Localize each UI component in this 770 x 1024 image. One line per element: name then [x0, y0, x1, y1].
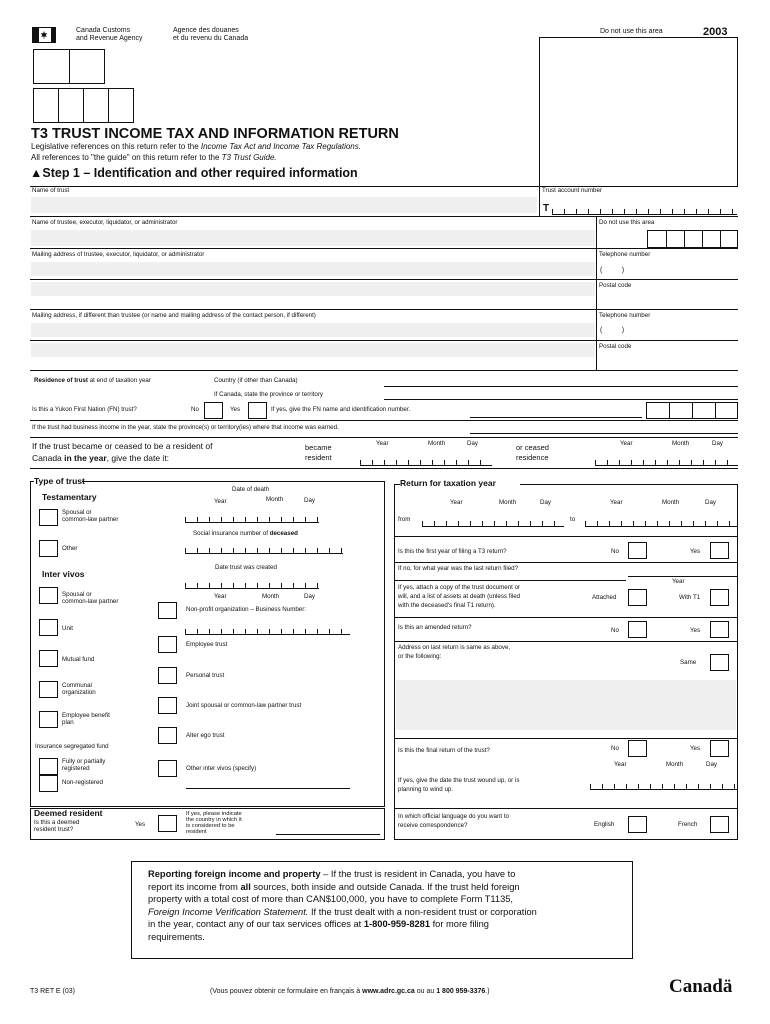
- with-t1-checkbox[interactable]: [710, 589, 729, 606]
- date-of-death-label: Date of death: [232, 486, 270, 493]
- became-resident-date[interactable]: [360, 457, 492, 466]
- iv-spousal-label-2: common-law partner: [62, 598, 119, 605]
- deemed-yes-label: Yes: [135, 821, 146, 828]
- do-not-use-boxes: [647, 230, 738, 248]
- french-checkbox[interactable]: [710, 816, 729, 833]
- residence-label: Residence of trust at end of taxation year: [34, 377, 151, 384]
- do-not-use-area-label: Do not use this area: [599, 219, 655, 226]
- agency-en-2: and Revenue Agency: [76, 35, 143, 42]
- code-box-4[interactable]: [33, 88, 134, 123]
- language-2: receive correspondence?: [398, 822, 468, 829]
- wound-1: If yes, give the date the trust wound up, or is: [398, 777, 520, 784]
- dod-day-hdr: Day: [304, 497, 316, 504]
- final-yes-label: Yes: [690, 745, 701, 752]
- amended-yes-checkbox[interactable]: [710, 621, 729, 638]
- deemed-ind-3: is considered to be: [186, 823, 235, 829]
- mailing-address-2-line2[interactable]: [31, 343, 595, 357]
- trust-account-label: Trust account number: [542, 187, 602, 194]
- first-year-yes-checkbox[interactable]: [710, 542, 729, 559]
- final-no-checkbox[interactable]: [628, 740, 647, 757]
- yukon-yes-label: Yes: [230, 406, 241, 413]
- address-1: Address on last return is same as above,: [398, 644, 511, 651]
- iv-spousal-label-1: Spousal or: [62, 591, 92, 598]
- english-label: English: [594, 821, 615, 828]
- date-created-label: Date trust was created: [215, 564, 277, 571]
- employee-trust-label: Employee trust: [186, 641, 228, 648]
- mailing-address-label: Mailing address of trustee, executor, liquidator, or administrator: [32, 251, 205, 258]
- canada-flag-logo: [32, 27, 56, 43]
- yukon-no-label: No: [191, 406, 199, 413]
- notice-line-1: Reporting foreign income and property – If the trust is resident in Canada, you have to: [148, 869, 516, 879]
- attached-label: Attached: [592, 594, 617, 601]
- communal-checkbox[interactable]: [39, 681, 58, 698]
- joint-spousal-checkbox[interactable]: [158, 697, 177, 714]
- wind-up-date-field[interactable]: [590, 781, 737, 790]
- form-id: T3 RET E (03): [30, 988, 75, 995]
- return-year-heading: Return for taxation year: [400, 478, 496, 488]
- date-created-field[interactable]: [185, 580, 319, 589]
- personal-trust-checkbox[interactable]: [158, 667, 177, 684]
- alter-ego-checkbox[interactable]: [158, 727, 177, 744]
- telephone-label: Telephone number: [599, 251, 651, 258]
- first-year-question: Is this the first year of filing a T3 return?: [398, 548, 507, 555]
- emp-benefit-label-1: Employee benefit: [62, 712, 110, 719]
- guide-ref: All references to "the guide" on this return refer to the T3 Trust Guide.: [31, 153, 277, 162]
- deemed-heading: Deemed resident: [34, 808, 103, 818]
- trustee-name-field[interactable]: [31, 230, 595, 246]
- communal-label-1: Communal: [62, 682, 92, 689]
- legislative-ref: Legislative references on this return refer to the Income Tax Act and Income Tax Regulations.: [31, 142, 361, 151]
- country-label: Country (if other than Canada): [214, 377, 298, 384]
- first-year-yes-label: Yes: [690, 548, 701, 555]
- first-year-no-label: No: [611, 548, 619, 555]
- non-registered-label: Non-registered: [62, 779, 103, 786]
- to-day-hdr: Day: [705, 499, 717, 506]
- attached-checkbox[interactable]: [628, 589, 647, 606]
- step1-heading: ▲Step 1 – Identification and other required information: [30, 166, 358, 180]
- amended-no-label: No: [611, 627, 619, 634]
- fn-id-boxes[interactable]: [646, 402, 738, 419]
- testamentary-spousal-label-2: common-law partner: [62, 516, 119, 523]
- telephone-2-label: Telephone number: [599, 312, 651, 319]
- business-income-label: If the trust had business income in the year, state the province(s) or territory(ies) where that income was earned.: [32, 424, 339, 431]
- foreign-income-notice: [131, 861, 633, 959]
- inter-vivos-heading: Inter vivos: [42, 569, 85, 579]
- deemed-ind-2: the country in which it: [186, 817, 242, 823]
- ceased-year-hdr: Year: [620, 440, 633, 447]
- amended-no-checkbox[interactable]: [628, 621, 647, 638]
- from-day-hdr: Day: [540, 499, 552, 506]
- business-number-field[interactable]: [185, 626, 350, 635]
- personal-trust-label: Personal trust: [186, 672, 225, 679]
- final-yes-checkbox[interactable]: [710, 740, 729, 757]
- residence-label-2: residence: [516, 453, 549, 462]
- postal-code-label: Postal code: [599, 282, 632, 289]
- do-not-use-label: Do not use this area: [600, 28, 663, 35]
- yukon-yes-checkbox[interactable]: [248, 402, 267, 419]
- created-day-hdr: Day: [304, 593, 316, 600]
- french-label: French: [678, 821, 698, 828]
- type-of-trust-heading: Type of trust: [34, 476, 85, 486]
- sin-label: Social insurance number of deceased: [193, 530, 298, 537]
- deemed-q2: resident trust?: [34, 826, 74, 833]
- inter-vivos-spousal-checkbox[interactable]: [39, 587, 58, 604]
- code-box-2[interactable]: [33, 49, 105, 84]
- trust-account-number-field[interactable]: [552, 206, 737, 215]
- notice-line-4: Foreign Income Verification Statement. If the trust dealt with a non-resident trust or corporation: [148, 906, 537, 917]
- english-checkbox[interactable]: [628, 816, 647, 833]
- mutual-fund-label: Mutual fund: [62, 656, 95, 663]
- ceased-month-hdr: Month: [672, 440, 690, 447]
- insurance-seg-label: Insurance segregated fund: [35, 743, 109, 750]
- amended-yes-label: Yes: [690, 627, 701, 634]
- emp-benefit-label-2: plan: [62, 719, 74, 726]
- unit-checkbox[interactable]: [39, 619, 58, 636]
- to-label: to: [570, 516, 576, 523]
- notice-line-3: property with a total cost of more than CAN$100,000, you have to complete Form T1135,: [148, 894, 514, 905]
- yukon-no-checkbox[interactable]: [204, 402, 223, 419]
- unit-label: Unit: [62, 625, 74, 632]
- other-inter-vivos-label: Other inter vivos (specify): [186, 765, 257, 772]
- dod-month-hdr: Month: [266, 496, 284, 503]
- province-field[interactable]: [384, 399, 738, 400]
- agency-fr-2: et du revenu du Canada: [173, 35, 249, 42]
- business-income-field[interactable]: [470, 433, 738, 434]
- deemed-ind-4: resident: [186, 829, 207, 835]
- sin-field[interactable]: [185, 545, 343, 554]
- mailing-address-2-field[interactable]: [31, 323, 595, 337]
- address-2: or the following:: [398, 653, 442, 660]
- notice-line-2: report its income from all sources, both inside and outside Canada. If the trust held foreign: [148, 881, 520, 892]
- employee-benefit-checkbox[interactable]: [39, 711, 58, 728]
- telephone-2-field[interactable]: ( ): [600, 327, 625, 334]
- triangle-icon: ▲: [30, 166, 43, 180]
- ceased-day-hdr: Day: [712, 440, 724, 447]
- fully-registered-checkbox[interactable]: [39, 758, 58, 775]
- t1-year-label: Year: [672, 578, 685, 585]
- last-address-field[interactable]: [396, 680, 736, 730]
- same-label: Same: [680, 659, 697, 666]
- created-month-hdr: Month: [262, 593, 280, 600]
- attach-1: If yes, attach a copy of the trust document or: [398, 584, 521, 591]
- deemed-q1: Is this a deemed: [34, 819, 80, 826]
- country-field[interactable]: [384, 386, 738, 387]
- notice-line-6: requirements.: [148, 931, 205, 942]
- became-resident-label-2: Canada in the year, give the date it:: [32, 453, 170, 463]
- non-profit-checkbox[interactable]: [158, 602, 177, 619]
- from-month-hdr: Month: [499, 499, 517, 506]
- yukon-fn-question: Is this a Yukon First Nation (FN) trust?: [32, 406, 137, 413]
- employee-trust-checkbox[interactable]: [158, 636, 177, 653]
- name-of-trust-field[interactable]: [31, 197, 537, 213]
- mutual-fund-checkbox[interactable]: [39, 650, 58, 667]
- or-ceased-label: or ceased: [516, 443, 549, 452]
- to-year-hdr: Year: [610, 499, 623, 506]
- if-canada-label: If Canada, state the province or territory: [214, 391, 324, 398]
- same-checkbox[interactable]: [710, 654, 729, 671]
- wound-2: planning to wind up.: [398, 786, 454, 793]
- resident-label: resident: [305, 453, 332, 462]
- final-question: Is this the final return of the trust?: [398, 747, 490, 754]
- alter-ego-label: Alter ego trust: [186, 732, 225, 739]
- wound-month-hdr: Month: [666, 761, 684, 768]
- fully-label-1: Fully or partially: [62, 758, 106, 765]
- last-return-question: If no, for what year was the last return filed?: [398, 565, 519, 572]
- other-inter-vivos-checkbox[interactable]: [158, 760, 177, 777]
- deemed-country-field[interactable]: [276, 834, 380, 835]
- wound-year-hdr: Year: [614, 761, 627, 768]
- from-year-hdr: Year: [450, 499, 463, 506]
- communal-label-2: organization: [62, 689, 96, 696]
- mailing-address-field[interactable]: [31, 262, 595, 276]
- mailing-address-line2[interactable]: [31, 282, 595, 296]
- mailing-address-2-label: Mailing address, if different than trustee (or name and mailing address of the contact person, if different): [32, 312, 316, 319]
- ceased-residence-date[interactable]: [595, 457, 738, 466]
- testamentary-other-checkbox[interactable]: [39, 540, 58, 557]
- other-inter-vivos-field[interactable]: [186, 788, 350, 789]
- testamentary-spousal-checkbox[interactable]: [39, 509, 58, 526]
- agency-en-1: Canada Customs: [76, 27, 131, 34]
- form-title: T3 TRUST INCOME TAX AND INFORMATION RETURN: [31, 126, 399, 142]
- dod-year-hdr: Year: [214, 498, 227, 505]
- final-no-label: No: [611, 745, 619, 752]
- notice-line-5: in the year, contact any of our tax services offices at 1-800-959-8281 for more filing: [148, 919, 489, 930]
- attach-3: with the deceased's final T1 return).: [398, 602, 496, 609]
- deemed-yes-checkbox[interactable]: [158, 815, 177, 832]
- amended-question: Is this an amended return?: [398, 624, 472, 631]
- postal-code-2-label: Postal code: [599, 343, 632, 350]
- joint-spousal-label: Joint spousal or common-law partner trust: [186, 702, 302, 709]
- fully-label-2: registered: [62, 765, 90, 772]
- french-availability: (Vous pouvez obtenir ce formulaire en français à www.adrc.gc.ca ou au 1 800 959-3376.): [210, 988, 490, 995]
- fn-name-label: If yes, give the FN name and identification number.: [271, 406, 411, 413]
- to-month-hdr: Month: [662, 499, 680, 506]
- date-of-death-field[interactable]: [185, 514, 319, 523]
- attach-2: will, and a list of assets at death (unless filed: [398, 593, 521, 600]
- to-date-field[interactable]: [585, 518, 737, 527]
- non-profit-label: Non-profit organization – Business Number:: [186, 606, 307, 613]
- with-t1-label: With T1: [679, 594, 701, 601]
- form-year: 2003: [703, 26, 728, 38]
- language-1: In which official language do you want to: [398, 813, 509, 820]
- testamentary-heading: Testamentary: [42, 492, 97, 502]
- maple-leaf-icon: [41, 31, 47, 39]
- do-not-use-area: [539, 37, 738, 186]
- telephone-field[interactable]: ( ): [600, 267, 625, 274]
- became-day-hdr: Day: [467, 440, 479, 447]
- first-year-no-checkbox[interactable]: [628, 542, 647, 559]
- agency-fr-1: Agence des douanes: [173, 27, 239, 34]
- testamentary-other-label: Other: [62, 545, 78, 552]
- last-return-year-field[interactable]: [628, 576, 738, 577]
- non-registered-checkbox[interactable]: [39, 775, 58, 792]
- became-label: became: [305, 443, 332, 452]
- from-label: from: [398, 516, 411, 523]
- became-year-hdr: Year: [376, 440, 389, 447]
- wound-day-hdr: Day: [706, 761, 718, 768]
- from-date-field[interactable]: [422, 518, 564, 527]
- became-resident-label-1: If the trust became or ceased to be a resident of: [32, 441, 213, 451]
- trust-account-prefix: T: [543, 203, 550, 214]
- created-year-hdr: Year: [214, 593, 227, 600]
- fn-name-field[interactable]: [470, 417, 642, 418]
- became-month-hdr: Month: [428, 440, 446, 447]
- testamentary-spousal-label-1: Spousal or: [62, 509, 92, 516]
- deemed-ind-1: If yes, please indicate: [186, 811, 242, 817]
- trustee-name-label: Name of trustee, executor, liquidator, or administrator: [32, 219, 178, 226]
- canada-wordmark: Canadä: [669, 976, 733, 997]
- name-of-trust-label: Name of trust: [32, 187, 70, 194]
